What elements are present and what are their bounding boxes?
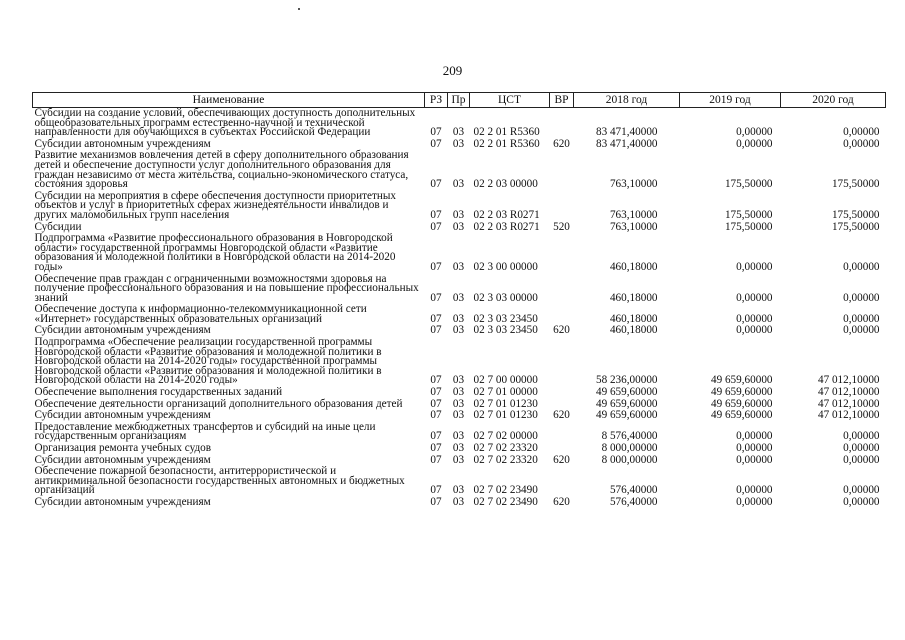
cell-name: Обеспечение выполнения государственных заданий bbox=[34, 386, 283, 399]
cell-2020: 0,00000 bbox=[843, 291, 880, 304]
table-row bbox=[33, 422, 886, 443]
cell-rz: 07 bbox=[430, 260, 442, 273]
cell-vr bbox=[550, 191, 574, 222]
header-vr: ВР bbox=[550, 93, 574, 108]
cell-cst: 02 3 03 23450 bbox=[473, 324, 538, 337]
cell-2020: 175,50000 bbox=[831, 208, 880, 221]
cell-rz: 07 bbox=[430, 208, 442, 221]
cell-vr bbox=[550, 466, 574, 497]
cell-rz: 07 bbox=[430, 409, 442, 422]
cell-2019: 49 659,60000 bbox=[710, 397, 773, 410]
cell-2020: 47 012,10000 bbox=[817, 374, 880, 387]
cell-2020: 0,00000 bbox=[843, 453, 880, 466]
cell-cst: 02 2 03 00000 bbox=[473, 178, 538, 191]
cell-vr bbox=[550, 387, 574, 399]
cell-pr: 03 bbox=[452, 312, 465, 325]
cell-name: Предоставление межбюджетных трансфертов и субсидий на иные цели государственным организациям bbox=[34, 420, 376, 443]
cell-rz: 07 bbox=[430, 220, 442, 233]
cell-rz: 07 bbox=[430, 312, 442, 325]
cell-cst: 02 7 02 23490 bbox=[473, 484, 538, 497]
cell-vr bbox=[550, 337, 574, 387]
cell-pr: 03 bbox=[452, 137, 465, 150]
cell-rz: 07 bbox=[430, 291, 442, 304]
cell-name: Субсидии автономным учреждениям bbox=[34, 324, 211, 337]
cell-vr bbox=[550, 233, 574, 273]
table-row bbox=[33, 466, 886, 497]
cell-2018: 576,40000 bbox=[609, 484, 658, 497]
table-row bbox=[33, 337, 886, 387]
header-pr: Пр bbox=[448, 93, 470, 108]
cell-vr bbox=[550, 150, 574, 190]
cell-rz: 07 bbox=[430, 126, 442, 139]
cell-vr bbox=[550, 274, 574, 305]
header-name: Наименование bbox=[33, 93, 425, 108]
cell-2020: 47 012,10000 bbox=[817, 397, 880, 410]
header-2018: 2018 год bbox=[574, 93, 680, 108]
cell-name: Субсидии на создание условий, обеспечивающих доступность дополнительных общеобразовательных программ естественно-научной и технической направленности для обучающихся в субъектах Российской Федерации bbox=[34, 107, 416, 139]
cell-2018: 8 000,00000 bbox=[601, 453, 658, 466]
cell-vr bbox=[550, 443, 574, 455]
table-header bbox=[33, 93, 886, 108]
cell-vr bbox=[550, 108, 574, 139]
cell-2020: 0,00000 bbox=[843, 260, 880, 273]
table-row bbox=[33, 150, 886, 190]
cell-2019: 0,00000 bbox=[736, 312, 773, 325]
cell-rz: 07 bbox=[430, 386, 442, 399]
cell-cst: 02 7 01 01230 bbox=[473, 397, 538, 410]
cell-name: Субсидии автономным учреждениям bbox=[34, 137, 211, 150]
cell-cst: 02 7 02 23320 bbox=[473, 453, 538, 466]
cell-2018: 83 471,40000 bbox=[595, 137, 658, 150]
cell-2019: 0,00000 bbox=[736, 495, 773, 508]
cell-2018: 763,10000 bbox=[609, 178, 658, 191]
cell-name: Обеспечение прав граждан с ограниченными возможностями здоровья на получение профессионального образования и на повышение профессиональных знаний bbox=[34, 272, 419, 304]
cell-name: Субсидии автономным учреждениям bbox=[34, 453, 211, 466]
table-row bbox=[33, 274, 886, 305]
budget-table bbox=[32, 92, 886, 509]
header-2020: 2020 год bbox=[781, 93, 886, 108]
cell-2018: 460,18000 bbox=[609, 324, 658, 337]
cell-2019: 0,00000 bbox=[736, 442, 773, 454]
cell-2018: 58 236,00000 bbox=[595, 374, 658, 387]
cell-2018: 460,18000 bbox=[609, 291, 658, 304]
cell-cst: 02 7 00 00000 bbox=[473, 374, 538, 387]
cell-name: Субсидии автономным учреждениям bbox=[34, 409, 211, 422]
cell-vr: 620 bbox=[553, 453, 570, 466]
cell-rz: 07 bbox=[430, 137, 442, 150]
cell-rz: 07 bbox=[430, 374, 442, 387]
cell-2019: 49 659,60000 bbox=[710, 374, 773, 387]
cell-2019: 0,00000 bbox=[736, 291, 773, 304]
cell-2020: 0,00000 bbox=[843, 442, 880, 454]
cell-2018: 763,10000 bbox=[609, 220, 658, 233]
cell-vr: 620 bbox=[553, 324, 570, 337]
cell-2018: 576,40000 bbox=[609, 495, 658, 508]
cell-2018: 460,18000 bbox=[609, 260, 658, 273]
cell-2019: 0,00000 bbox=[736, 453, 773, 466]
cell-rz: 07 bbox=[430, 453, 442, 466]
cell-pr: 03 bbox=[452, 260, 465, 273]
cell-cst: 02 3 00 00000 bbox=[473, 260, 538, 273]
cell-2020: 175,50000 bbox=[831, 178, 880, 191]
table-row bbox=[33, 443, 886, 455]
cell-rz: 07 bbox=[430, 178, 442, 191]
table-row bbox=[33, 387, 886, 399]
cell-2018: 49 659,60000 bbox=[595, 386, 658, 399]
cell-cst: 02 7 02 23490 bbox=[473, 495, 538, 508]
cell-pr: 03 bbox=[452, 208, 465, 221]
cell-cst: 02 2 01 R5360 bbox=[473, 126, 540, 139]
cell-cst: 02 3 03 00000 bbox=[473, 291, 538, 304]
cell-rz: 07 bbox=[430, 495, 442, 508]
cell-name: Субсидии на мероприятия в сфере обеспечения доступности приоритетных объектов и услуг в приоритетных сферах жизнедеятельности инвалидов и других маломобильных групп населения bbox=[34, 189, 396, 221]
cell-2019: 0,00000 bbox=[736, 484, 773, 497]
cell-name: Субсидии bbox=[34, 220, 82, 233]
cell-2020: 0,00000 bbox=[843, 324, 880, 337]
cell-name: Субсидии автономным учреждениям bbox=[34, 495, 211, 508]
cell-pr: 03 bbox=[452, 291, 465, 304]
cell-pr: 03 bbox=[452, 484, 465, 497]
cell-vr: 620 bbox=[553, 137, 570, 150]
table-row bbox=[33, 304, 886, 325]
cell-pr: 03 bbox=[452, 397, 465, 410]
cell-vr: 620 bbox=[553, 495, 570, 508]
cell-2020: 47 012,10000 bbox=[817, 386, 880, 399]
cell-name: Подпрограмма «Обеспечение реализации государственной программы Новгородской области «Развитие образования и молодежной политики в Новгородской области на 2014-2020 годы» государственной программы Новгородской области «Развитие образования и молодежной политики в Новгородской области на 2014-2020 годы» bbox=[34, 336, 382, 387]
cell-2020: 0,00000 bbox=[843, 484, 880, 497]
cell-vr bbox=[550, 422, 574, 443]
cell-cst: 02 7 01 01230 bbox=[473, 409, 538, 422]
cell-2019: 0,00000 bbox=[736, 126, 773, 139]
cell-vr: 520 bbox=[553, 220, 570, 233]
header-rz: РЗ bbox=[425, 93, 448, 108]
cell-2018: 763,10000 bbox=[609, 208, 658, 221]
table-row bbox=[33, 233, 886, 273]
cell-2020: 0,00000 bbox=[843, 495, 880, 508]
cell-name: Развитие механизмов вовлечения детей в сферу дополнительного образования детей и обеспечение доступности услуг дополнительного образования для граждан независимо от места жительства, социально-экономического статуса, состояния здоровья bbox=[34, 149, 409, 191]
cell-2019: 0,00000 bbox=[736, 324, 773, 337]
cell-2020: 0,00000 bbox=[843, 126, 880, 139]
cell-cst: 02 3 03 23450 bbox=[473, 312, 538, 325]
cell-2019: 175,50000 bbox=[724, 178, 773, 191]
cell-pr: 03 bbox=[452, 220, 465, 233]
cell-cst: 02 7 02 23320 bbox=[473, 442, 538, 454]
cell-rz: 07 bbox=[430, 484, 442, 497]
cell-pr: 03 bbox=[452, 495, 465, 508]
cell-vr: 620 bbox=[553, 409, 570, 422]
cell-pr: 03 bbox=[452, 430, 465, 443]
cell-2018: 8 000,00000 bbox=[601, 442, 658, 454]
cell-name: Обеспечение доступа к информационно-телекоммуникационной сети «Интернет» государственных образовательных организаций bbox=[34, 303, 367, 325]
cell-name: Обеспечение деятельности организаций дополнительного образования детей bbox=[34, 397, 403, 410]
cell-2019: 0,00000 bbox=[736, 137, 773, 150]
cell-cst: 02 7 01 00000 bbox=[473, 386, 538, 399]
cell-pr: 03 bbox=[452, 178, 465, 191]
cell-2018: 49 659,60000 bbox=[595, 409, 658, 422]
cell-2020: 0,00000 bbox=[843, 430, 880, 443]
cell-pr: 03 bbox=[452, 374, 465, 387]
table-row bbox=[33, 497, 886, 509]
cell-pr: 03 bbox=[452, 442, 465, 454]
cell-name: Организация ремонта учебных судов bbox=[34, 442, 212, 454]
cell-pr: 03 bbox=[452, 409, 465, 422]
cell-2019: 175,50000 bbox=[724, 220, 773, 233]
cell-vr bbox=[550, 304, 574, 325]
cell-2020: 0,00000 bbox=[843, 312, 880, 325]
cell-cst: 02 2 03 R0271 bbox=[473, 208, 540, 221]
cell-2020: 0,00000 bbox=[843, 137, 880, 150]
cell-2018: 8 576,40000 bbox=[601, 430, 658, 443]
header-cst: ЦСТ bbox=[470, 93, 550, 108]
table-body bbox=[33, 108, 886, 509]
cell-cst: 02 2 01 R5360 bbox=[473, 137, 540, 150]
cell-2019: 175,50000 bbox=[724, 208, 773, 221]
cell-2019: 49 659,60000 bbox=[710, 409, 773, 422]
cell-rz: 07 bbox=[430, 442, 442, 454]
cell-2019: 0,00000 bbox=[736, 430, 773, 443]
cell-2018: 460,18000 bbox=[609, 312, 658, 325]
cell-pr: 03 bbox=[452, 453, 465, 466]
cell-2019: 49 659,60000 bbox=[710, 386, 773, 399]
cell-rz: 07 bbox=[430, 397, 442, 410]
cell-name: Обеспечение пожарной безопасности, антитеррористической и антикриминальной безопасности государственных автономных и бюджетных организаций bbox=[34, 465, 405, 497]
cell-pr: 03 bbox=[452, 126, 465, 139]
cell-pr: 03 bbox=[452, 386, 465, 399]
cell-2020: 175,50000 bbox=[831, 220, 880, 233]
cell-pr: 03 bbox=[452, 324, 465, 337]
cell-name: Подпрограмма «Развитие профессионального образования в Новгородской области» государственной программы Новгородской области «Развитие образования и молодежной политики в Новгородской области на 2014-2020 годы» bbox=[34, 232, 396, 273]
header-2019: 2019 год bbox=[680, 93, 781, 108]
table-row bbox=[33, 108, 886, 139]
cell-rz: 07 bbox=[430, 324, 442, 337]
cell-2018: 49 659,60000 bbox=[595, 397, 658, 410]
cell-2019: 0,00000 bbox=[736, 260, 773, 273]
table-row bbox=[33, 191, 886, 222]
page-number: 209 bbox=[442, 63, 463, 78]
cell-2018: 83 471,40000 bbox=[595, 126, 658, 139]
cell-2020: 47 012,10000 bbox=[817, 409, 880, 422]
scan-speck bbox=[298, 8, 300, 10]
cell-cst: 02 7 02 00000 bbox=[473, 430, 538, 443]
cell-cst: 02 2 03 R0271 bbox=[473, 220, 540, 233]
cell-rz: 07 bbox=[430, 430, 442, 443]
